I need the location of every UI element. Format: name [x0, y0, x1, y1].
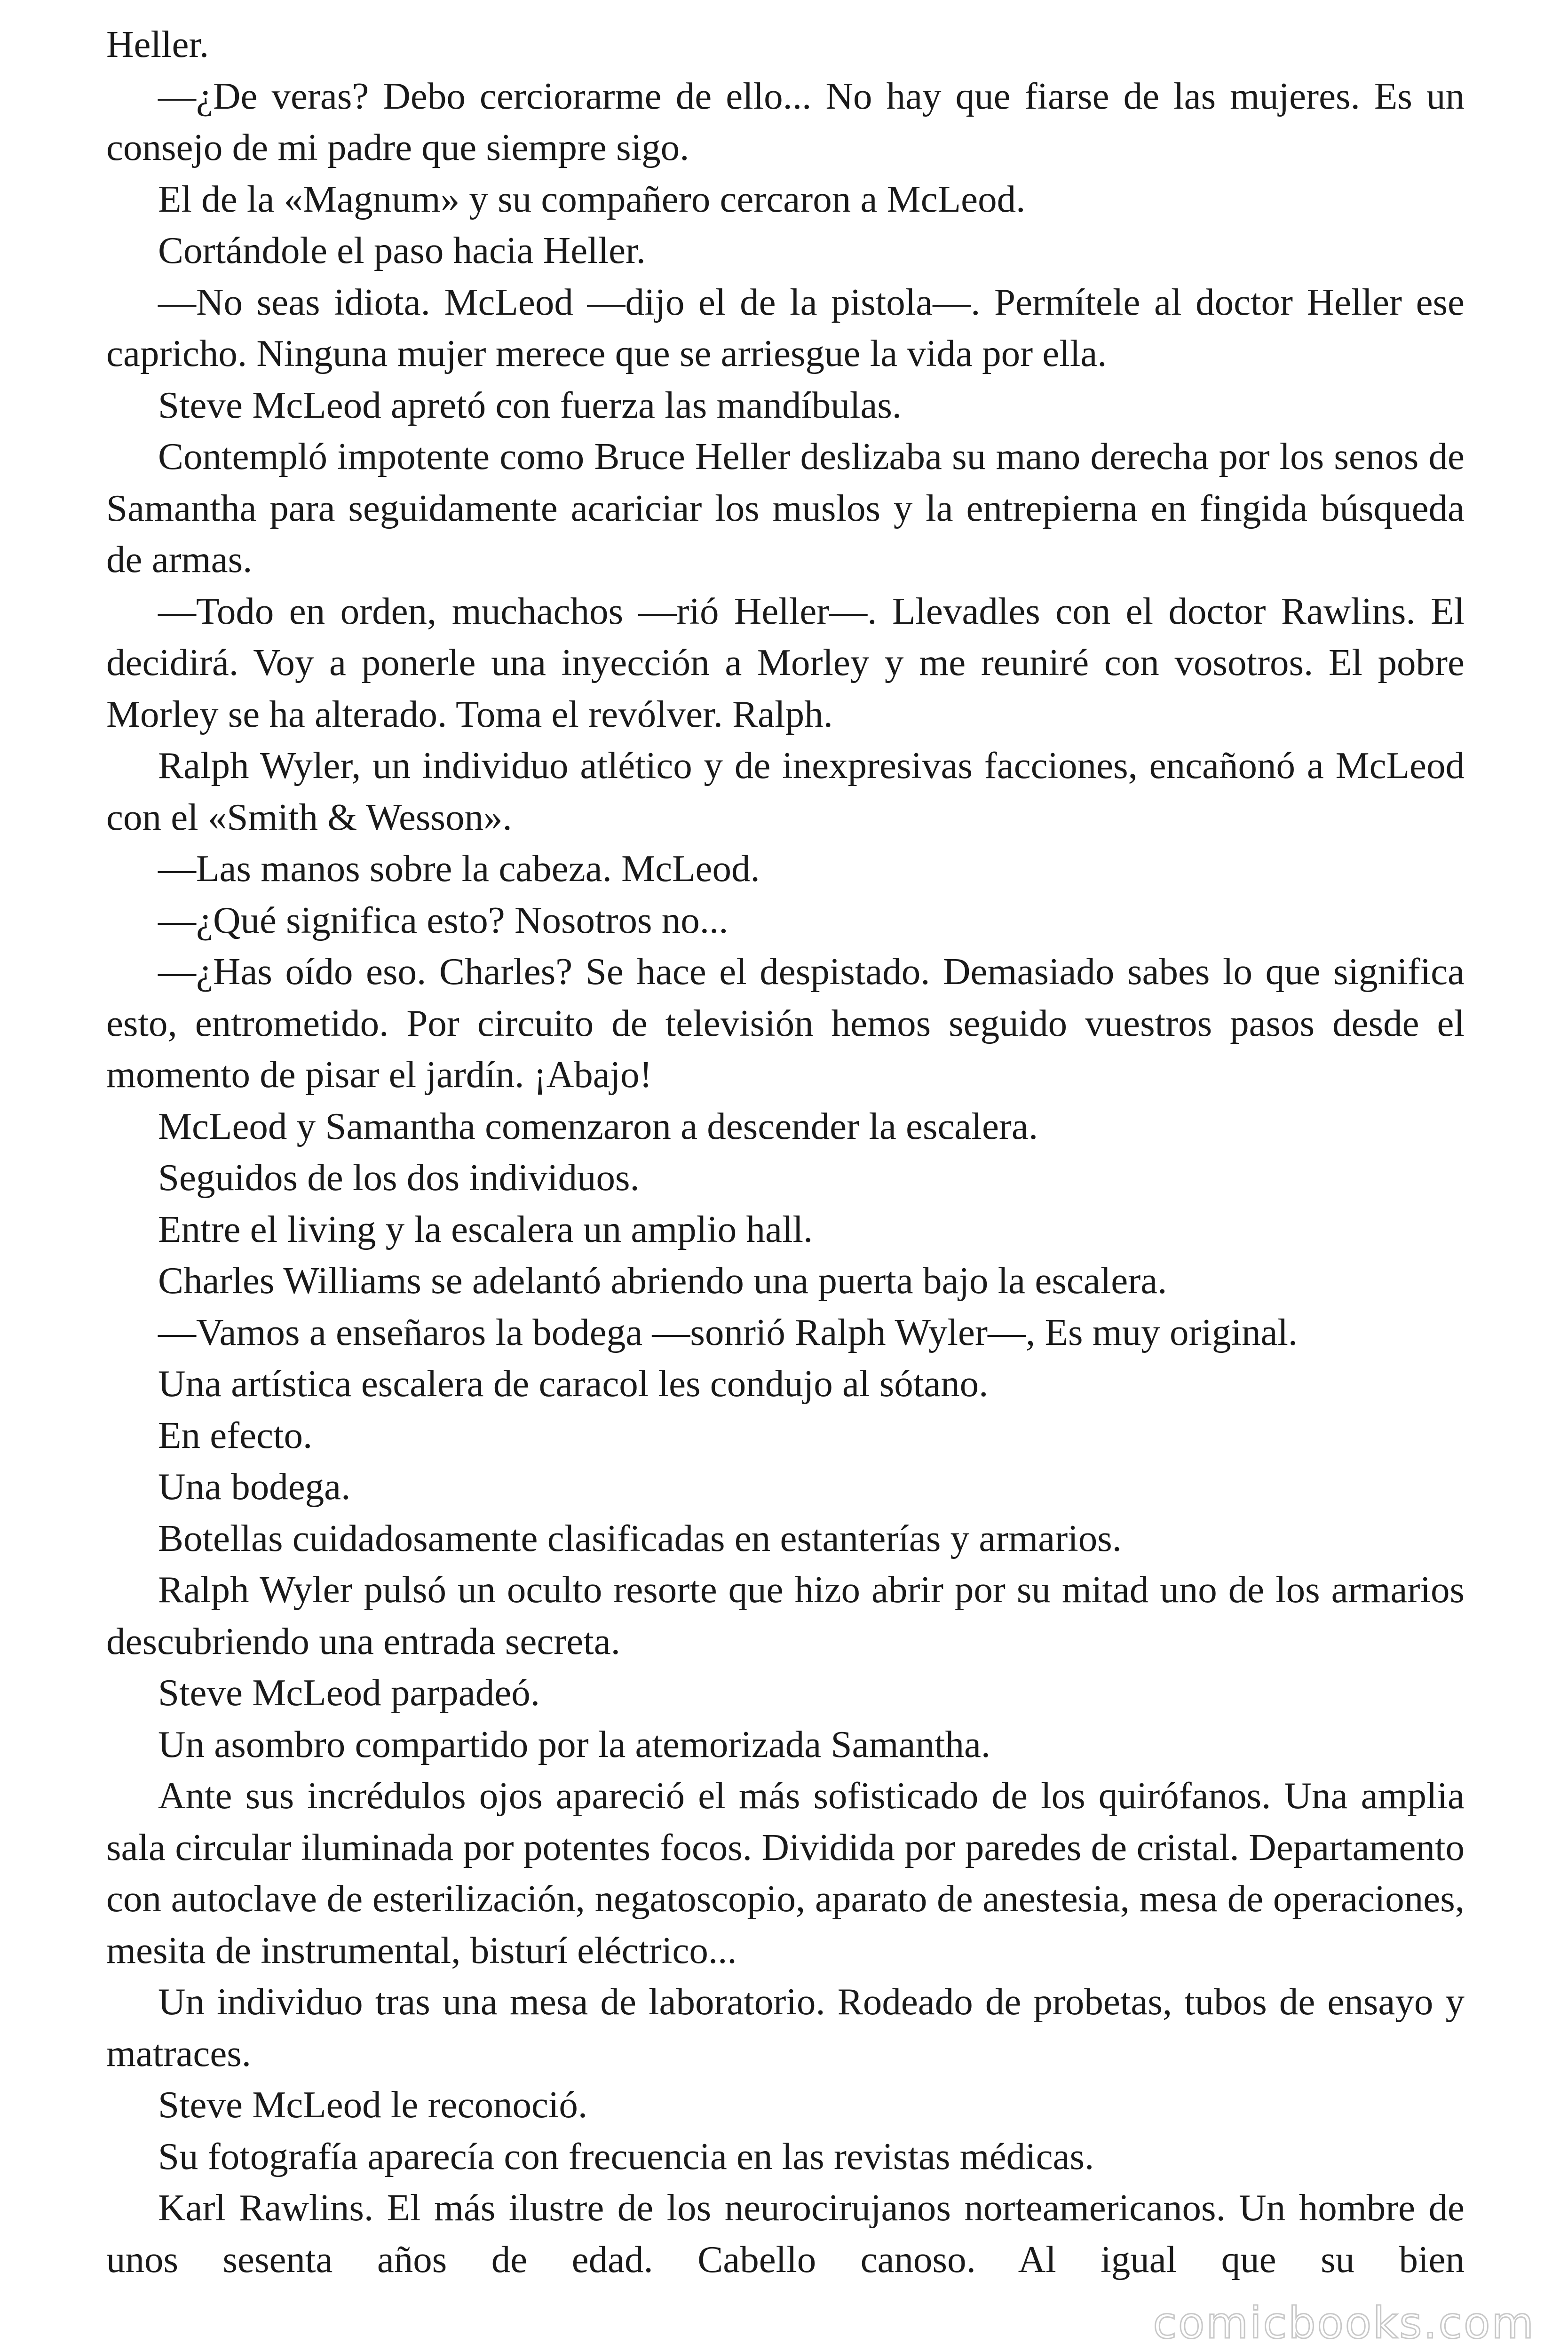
paragraph: Un asombro compartido por la atemorizada Samantha. — [158, 1723, 991, 1765]
paragraph: El de la «Magnum» y su compañero cercaron a McLeod. — [158, 177, 1026, 220]
paragraph: Steve McLeod parpadeó. — [158, 1671, 540, 1714]
paragraph: Un individuo tras una mesa de laboratorio. Rodeado de probetas, tubos de ensayo y matraces. — [106, 1980, 1465, 2074]
paragraph: —Las manos sobre la cabeza. McLeod. — [158, 847, 760, 890]
paragraph: Una artística escalera de caracol les condujo al sótano. — [158, 1362, 989, 1405]
paragraph: Steve McLeod apretó con fuerza las mandíbulas. — [158, 383, 902, 426]
paragraph: Karl Rawlins. El más ilustre de los neurocirujanos norteamericanos. Un hombre de unos sesenta años de edad. Cabello canoso. Al igual que su bien — [106, 2186, 1465, 2280]
paragraph: Botellas cuidadosamente clasificadas en estanterías y armarios. — [158, 1517, 1122, 1559]
paragraph: Ante sus incrédulos ojos apareció el más sofisticado de los quirófanos. Una amplia sala circular iluminada por potentes focos. Dividida por paredes de cristal. Departamento con autoclave de esterilización, negatoscopio, aparato de anestesia, mesa de operaciones, mesita de instrumental, bisturí eléctrico... — [106, 1774, 1465, 1971]
paragraph: Ralph Wyler, un individuo atlético y de inexpresivas facciones, encañonó a McLeod con el «Smith & Wesson». — [106, 744, 1465, 838]
paragraph: Cortándole el paso hacia Heller. — [158, 229, 646, 271]
paragraph: —No seas idiota. McLeod —dijo el de la pistola—. Permítele al doctor Heller ese capricho. Ninguna mujer merece que se arriesgue la vida por ella. — [106, 280, 1465, 374]
paragraph: McLeod y Samantha comenzaron a descender la escalera. — [158, 1104, 1038, 1147]
paragraph: —¿Qué significa esto? Nosotros no... — [158, 898, 729, 941]
paragraph: Seguidos de los dos individuos. — [158, 1156, 640, 1199]
paragraph: Entre el living y la escalera un amplio hall. — [158, 1208, 813, 1250]
paragraph: Heller. — [106, 23, 209, 65]
paragraph: En efecto. — [158, 1414, 313, 1456]
paragraph: Charles Williams se adelantó abriendo una puerta bajo la escalera. — [158, 1259, 1167, 1302]
paragraph: —¿Has oído eso. Charles? Se hace el despistado. Demasiado sabes lo que significa esto, entrometido. Por circuito de televisión hemos seguido vuestros pasos desde el momento de pisar el jardín. ¡Abajo! — [106, 950, 1465, 1096]
paragraph: Una bodega. — [158, 1465, 351, 1508]
book-page — [106, 19, 1465, 2285]
paragraph: Ralph Wyler pulsó un oculto resorte que hizo abrir por su mitad uno de los armarios descubriendo una entrada secreta. — [106, 1568, 1465, 1662]
paragraph: Contempló impotente como Bruce Heller deslizaba su mano derecha por los senos de Samantha para seguidamente acariciar los muslos y la entrepierna en fingida búsqueda de armas. — [106, 435, 1465, 580]
paragraph: Steve McLeod le reconoció. — [158, 2083, 588, 2126]
paragraph: —Todo en orden, muchachos —rió Heller—. Llevadles con el doctor Rawlins. El decidirá. Voy a ponerle una inyección a Morley y me reuniré con vosotros. El pobre Morley se ha alterado. Toma el revólver. Ralph. — [106, 589, 1465, 735]
watermark: comicbooks.com — [1153, 2298, 1535, 2348]
paragraph: Su fotografía aparecía con frecuencia en las revistas médicas. — [158, 2135, 1094, 2177]
paragraph: —Vamos a enseñaros la bodega —sonrió Ralph Wyler—, Es muy original. — [158, 1311, 1298, 1353]
paragraph: —¿De veras? Debo cerciorarme de ello... No hay que fiarse de las mujeres. Es un consejo de mi padre que siempre sigo. — [106, 74, 1465, 168]
